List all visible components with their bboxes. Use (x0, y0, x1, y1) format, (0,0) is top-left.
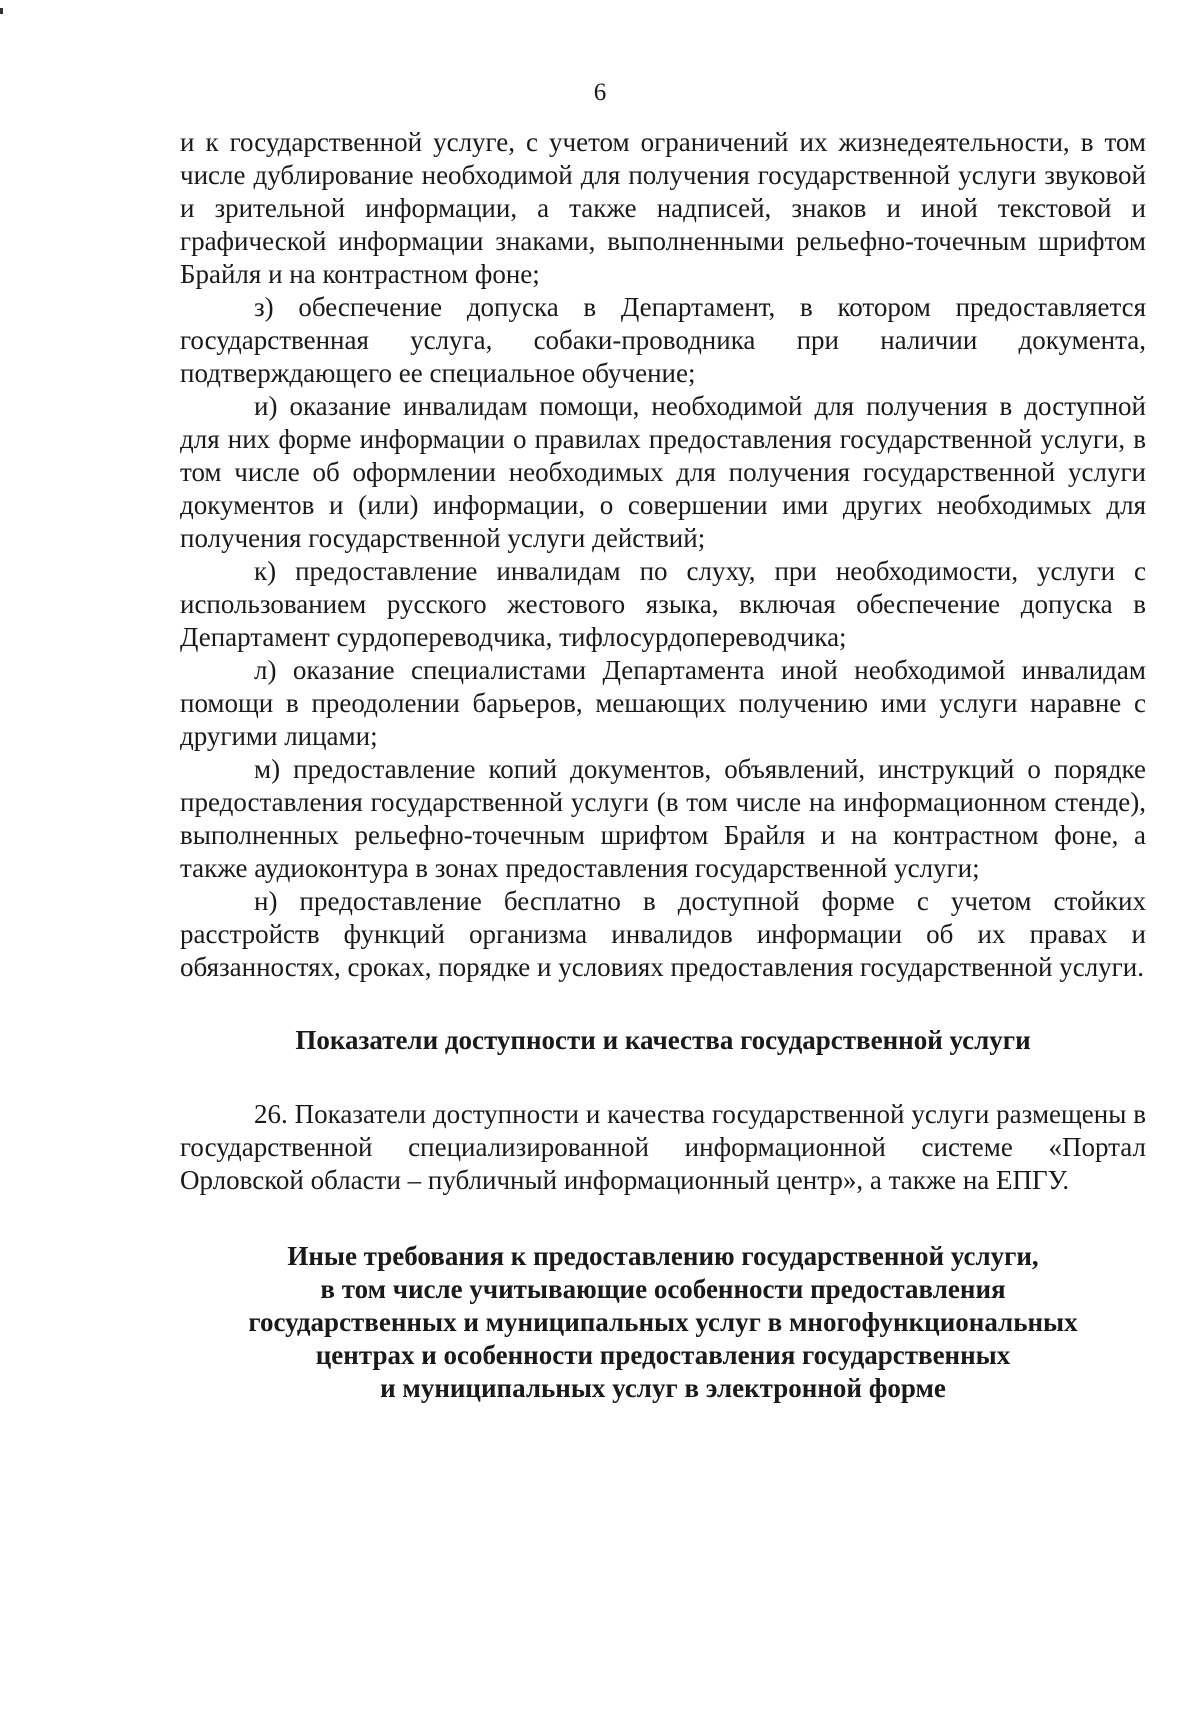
heading-line: центрах и особенности предоставления государственных (315, 1340, 1011, 1370)
paragraph-item-k: к) предоставление инвалидам по слуху, при необходимости, услуги с использованием русского жестового языка, включая обеспечение допуска в Департамент сурдопереводчика, тифлосурдопереводчика; (180, 556, 1146, 652)
heading-line: в том числе учитывающие особенности предоставления (320, 1274, 1006, 1304)
paragraph-item-l: л) оказание специалистами Департамента иной необходимой инвалидам помощи в преодолении барьеров, мешающих получению ими услуги наравне с другими лицами; (180, 655, 1146, 751)
scan-artifact-mark (0, 8, 3, 14)
paragraph-item-n: н) предоставление бесплатно в доступной форме с учетом стойких расстройств функций организма инвалидов информации об их правах и обязанностях, сроках, порядке и условиях предоставления государственной услуги. (180, 886, 1146, 982)
paragraph-item-i: и) оказание инвалидам помощи, необходимой для получения в доступной для них форме информации о правилах предоставления государственной услуги, в том числе об оформлении необходимых для получения государственной услуги документов и (или) информации, о совершении ими других необходимых для получения государственной услуги действий; (180, 391, 1146, 553)
paragraph-item-z: з) обеспечение допуска в Департамент, в котором предоставляется государственная услуга, собаки-проводника при наличии документа, подтверждающего ее специальное обучение; (180, 292, 1146, 388)
paragraph-26: 26. Показатели доступности и качества государственной услуги размещены в государственной специализированной информационной системе «Портал Орловской области – публичный информационный центр», а также на ЕПГУ. (180, 1099, 1146, 1195)
section-heading-accessibility: Показатели доступности и качества государственной услуги (295, 1025, 1031, 1055)
paragraph-continuation: и к государственной услуге, с учетом ограничений их жизнедеятельности, в том числе дублирование необходимой для получения государственной услуги звуковой и зрительной информации, а также надписей, знаков и иной текстовой и графической информации знаками, выполненными рельефно-точечным шрифтом Брайля и на контрастном фоне; (180, 127, 1146, 289)
page-number: 6 (593, 79, 607, 106)
heading-line: государственных и муниципальных услуг в многофункциональных (248, 1307, 1078, 1337)
paragraph-item-m: м) предоставление копий документов, объявлений, инструкций о порядке предоставления государственной услуги (в том числе на информационном стенде), выполненных рельефно-точечным шрифтом Брайля и на контрастном фоне, а также аудиоконтура в зонах предоставления государственной услуги; (180, 754, 1146, 883)
document-body (180, 126, 1146, 1405)
heading-line: Иные требования к предоставлению государственной услуги, (287, 1241, 1039, 1271)
section-heading-other-requirements (180, 1240, 1146, 1405)
heading-line: и муниципальных услуг в электронной форме (380, 1373, 946, 1403)
